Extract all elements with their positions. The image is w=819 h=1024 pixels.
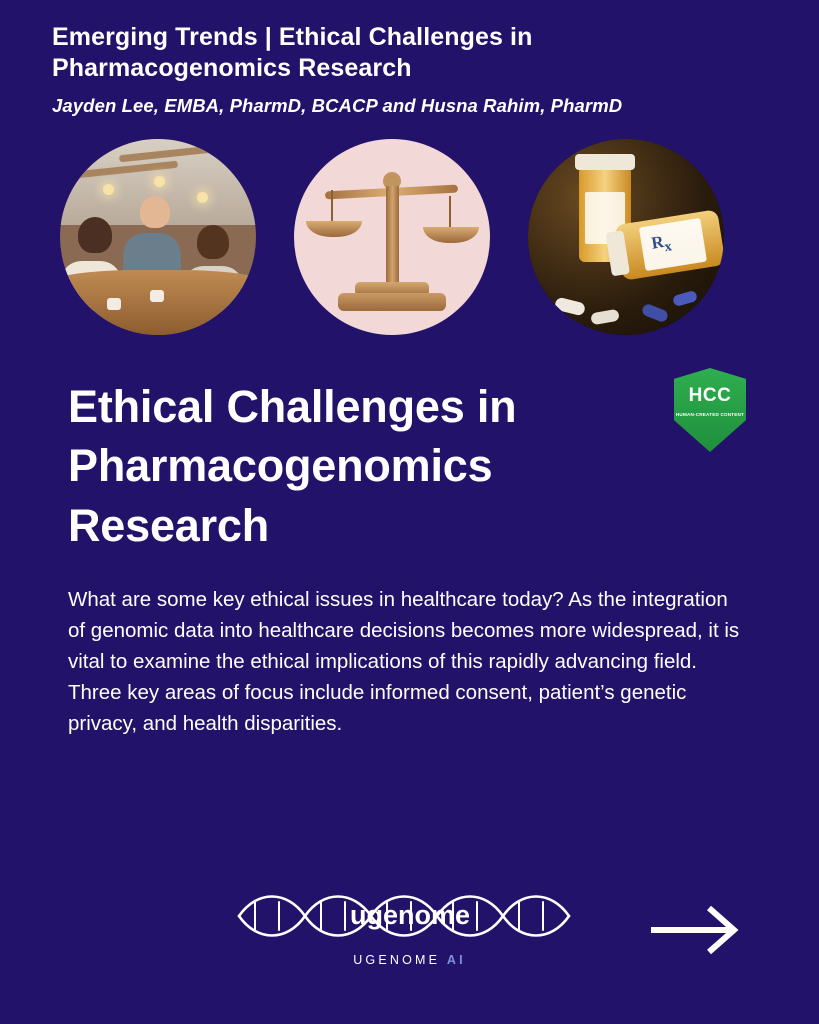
hcc-badge-label: HCC	[688, 385, 732, 406]
hcc-badge-sublabel: HUMAN-CREATED CONTENT	[675, 412, 745, 417]
people-meeting-photo	[60, 139, 256, 335]
brand-tagline-accent: AI	[446, 953, 466, 967]
arrow-right-icon[interactable]	[649, 902, 741, 958]
brand-logo	[230, 888, 590, 967]
page-title: Emerging Trends | Ethical Challenges in Pharmacogenomics Research	[52, 23, 533, 82]
author-byline: Jayden Lee, EMBA, PharmD, BCACP and Husna Rahim, PharmD	[52, 95, 623, 116]
shield-icon	[674, 368, 746, 452]
brand-tagline-text: UGENOME	[353, 953, 441, 967]
scales-of-justice-photo	[294, 139, 490, 335]
dna-helix-logo-icon	[235, 888, 585, 944]
hcc-badge	[674, 368, 746, 452]
image-row	[0, 117, 819, 335]
body-paragraph: What are some key ethical issues in healthcare today? As the integration of genomic data into healthcare decisions becomes more widespread, it is vital to examine the ethical implications of this rapidly advancing field. Three key areas of focus include informed consent, patient’s genetic privacy, and health disparities.	[68, 588, 740, 735]
pill-bottles-photo: $R_x$	[528, 139, 724, 335]
slide-header	[0, 0, 819, 117]
next-slide-arrow[interactable]	[649, 902, 741, 963]
headline: Ethical Challenges in Pharmacogenomics Research	[68, 381, 517, 551]
slide-footer	[0, 888, 819, 998]
svg-text:ugenome: ugenome	[349, 900, 470, 930]
brand-tagline	[230, 953, 590, 967]
